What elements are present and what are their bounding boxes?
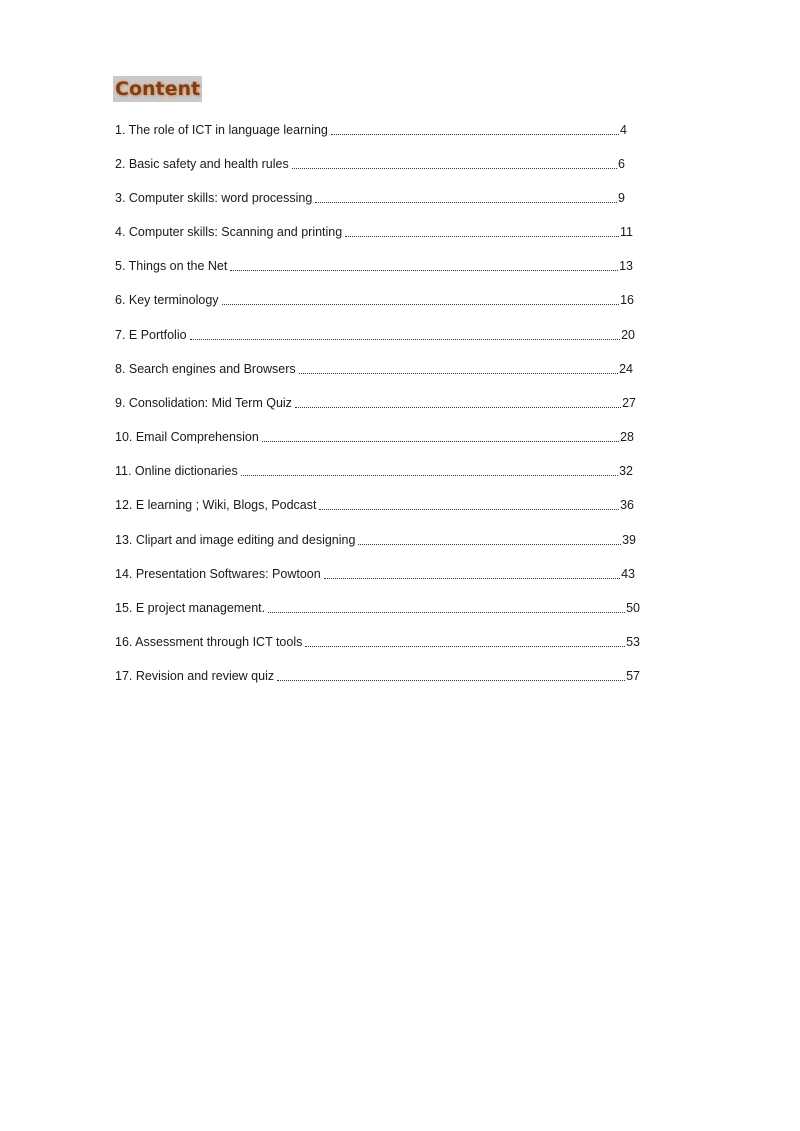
toc-leader-dots	[345, 235, 619, 237]
toc-entry-page: 4	[620, 123, 627, 137]
toc-entry-11	[115, 461, 633, 479]
toc-entry-label: 7. E Portfolio	[115, 328, 187, 342]
toc-entry-label: 15. E project management.	[115, 601, 266, 615]
toc-leader-dots	[190, 338, 621, 340]
toc-entry-3	[115, 188, 625, 206]
toc-entry-label: 5. Things on the Net	[115, 259, 228, 273]
toc-entry-page: 32	[619, 464, 633, 478]
toc-entry-label: 14. Presentation Softwares: Powtoon	[115, 567, 321, 581]
toc-entry-label: 17. Revision and review quiz	[115, 669, 275, 683]
toc-entry-label: 1. The role of ICT in language learning	[115, 123, 328, 137]
toc-entry-1	[115, 120, 627, 138]
toc-entry-page: 6	[618, 157, 625, 171]
toc-entry-label: 11. Online dictionaries	[115, 464, 238, 478]
toc-entry-page: 57	[626, 669, 640, 683]
toc-entry-10	[115, 427, 634, 445]
toc-leader-dots	[241, 474, 618, 476]
toc-entry-label: 9. Consolidation: Mid Term Quiz	[115, 396, 292, 410]
toc-leader-dots	[358, 543, 621, 545]
toc-entry-label: 4. Computer skills: Scanning and printing	[115, 225, 343, 239]
toc-entry-6	[115, 290, 634, 308]
toc-leader-dots	[277, 679, 625, 681]
toc-entry-label: 8. Search engines and Browsers	[115, 362, 296, 376]
toc-heading: Content	[115, 78, 201, 100]
toc-entry-page: 20	[621, 328, 635, 342]
toc-entry-page: 43	[621, 567, 635, 581]
toc-entry-label: 12. E learning ; Wiki, Blogs, Podcast	[115, 498, 317, 512]
toc-entry-page: 13	[619, 259, 633, 273]
toc-leader-dots	[268, 611, 625, 613]
toc-entry-14	[115, 564, 635, 582]
toc-leader-dots	[315, 201, 617, 203]
toc-leader-dots	[305, 645, 625, 647]
toc-entry-page: 36	[620, 498, 634, 512]
toc-entry-4	[115, 222, 633, 240]
toc-entry-page: 24	[619, 362, 633, 376]
toc-entry-5	[115, 256, 633, 274]
toc-entry-label: 2. Basic safety and health rules	[115, 157, 289, 171]
toc-entry-15	[115, 598, 640, 616]
toc-entry-16	[115, 632, 640, 650]
toc-leader-dots	[292, 167, 617, 169]
toc-entry-page: 53	[626, 635, 640, 649]
toc-entry-page: 27	[622, 396, 636, 410]
toc-leader-dots	[295, 406, 621, 408]
toc-leader-dots	[262, 440, 619, 442]
toc-entry-page: 39	[622, 533, 636, 547]
toc-entry-2	[115, 154, 625, 172]
toc-leader-dots	[222, 303, 620, 305]
toc-entry-9	[115, 393, 636, 411]
toc-leader-dots	[331, 133, 619, 135]
toc-entry-label: 13. Clipart and image editing and designing	[115, 533, 356, 547]
toc-entry-label: 16. Assessment through ICT tools	[115, 635, 303, 649]
toc-entry-page: 28	[620, 430, 634, 444]
toc-entry-17	[115, 666, 640, 684]
toc-entry-page: 9	[618, 191, 625, 205]
toc-entry-page: 50	[626, 601, 640, 615]
toc-entry-13	[115, 530, 636, 548]
toc-entry-label: 6. Key terminology	[115, 293, 219, 307]
toc-entry-8	[115, 359, 633, 377]
toc-entry-label: 3. Computer skills: word processing	[115, 191, 313, 205]
toc-leader-dots	[319, 508, 619, 510]
toc-entry-page: 11	[620, 225, 633, 239]
toc-entry-page: 16	[620, 293, 634, 307]
toc-leader-dots	[299, 372, 618, 374]
toc-entry-7	[115, 325, 635, 343]
toc-entry-12	[115, 495, 634, 513]
toc-leader-dots	[324, 577, 620, 579]
toc-entry-label: 10. Email Comprehension	[115, 430, 259, 444]
toc-leader-dots	[230, 269, 618, 271]
